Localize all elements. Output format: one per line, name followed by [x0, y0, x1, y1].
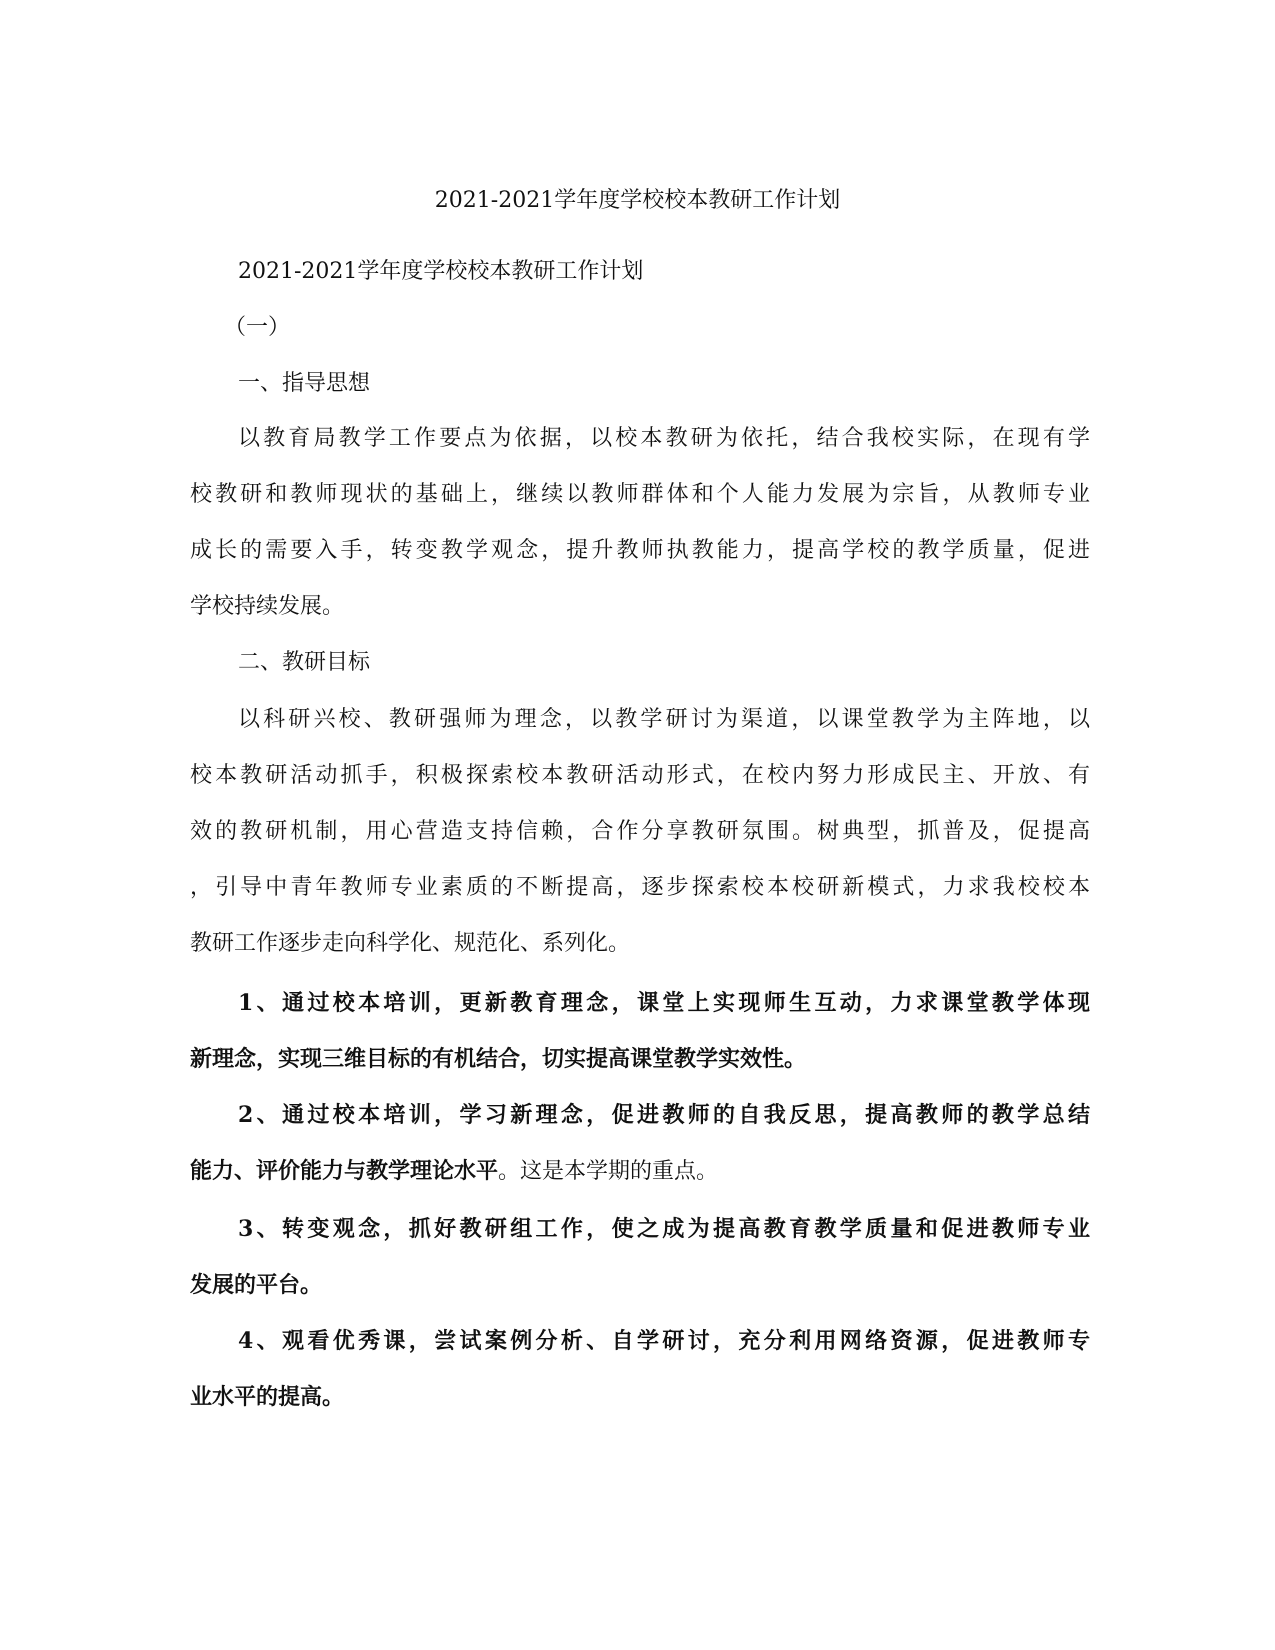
paragraph-line: 以教育局教学工作要点为依据，以校本教研为依托，结合我校实际，在现有学: [238, 426, 1090, 451]
goal-item-2-line: [190, 1154, 1090, 1189]
goal-item-4-line: 4、观看优秀课，尝试案例分析、自学研讨，充分利用网络资源，促进教师专: [238, 1328, 1090, 1354]
paragraph-line: 校教研和教师现状的基础上，继续以教师群体和个人能力发展为宗旨，从教师专业: [190, 482, 1090, 507]
goal-item-3-line: 发展的平台。: [190, 1272, 323, 1298]
paragraph-line: 以科研兴校、教研强师为理念，以教学研讨为渠道，以课堂教学为主阵地，以: [238, 707, 1090, 732]
paragraph-line: 效的教研机制，用心营造支持信赖，合作分享教研氛围。树典型，抓普及，促提高: [190, 819, 1090, 844]
document-title: 2021-2021学年度学校校本教研工作计划: [434, 188, 841, 213]
document-subtitle: 2021-2021学年度学校校本教研工作计划: [238, 259, 644, 284]
goal-item-2-tail-text: 。这是本学期的重点。: [498, 1159, 719, 1184]
part-label: （一）: [224, 315, 291, 340]
section-heading-research-goals: 二、教研目标: [238, 650, 371, 675]
paragraph-line: ，引导中青年教师专业素质的不断提高，逐步探索校本校研新模式，力求我校校本: [190, 875, 1090, 900]
paragraph-line: 成长的需要入手，转变教学观念，提升教师执教能力，提高学校的教学质量，促进: [190, 538, 1090, 563]
paragraph-line: 教研工作逐步走向科学化、规范化、系列化。: [190, 931, 631, 956]
paragraph-line: 校本教研活动抓手，积极探索校本教研活动形式，在校内努力形成民主、开放、有: [190, 763, 1090, 788]
goal-item-3-line: 3、转变观念，抓好教研组工作，使之成为提高教育教学质量和促进教师专业: [238, 1216, 1090, 1242]
section-heading-guiding-ideology: 一、指导思想: [238, 371, 371, 396]
paragraph-line: 学校持续发展。: [190, 594, 345, 619]
goal-item-1-line: 1、通过校本培训，更新教育理念，课堂上实现师生互动，力求课堂教学体现: [238, 990, 1090, 1016]
goal-item-2-bold-text: 能力、评价能力与教学理论水平: [190, 1158, 499, 1184]
goal-item-4-line: 业水平的提高。: [190, 1384, 345, 1410]
goal-item-2-line: 2、通过校本培训，学习新理念，促进教师的自我反思，提高教师的教学总结: [238, 1102, 1090, 1128]
goal-item-1-line: 新理念，实现三维目标的有机结合，切实提高课堂教学实效性。: [190, 1046, 807, 1072]
